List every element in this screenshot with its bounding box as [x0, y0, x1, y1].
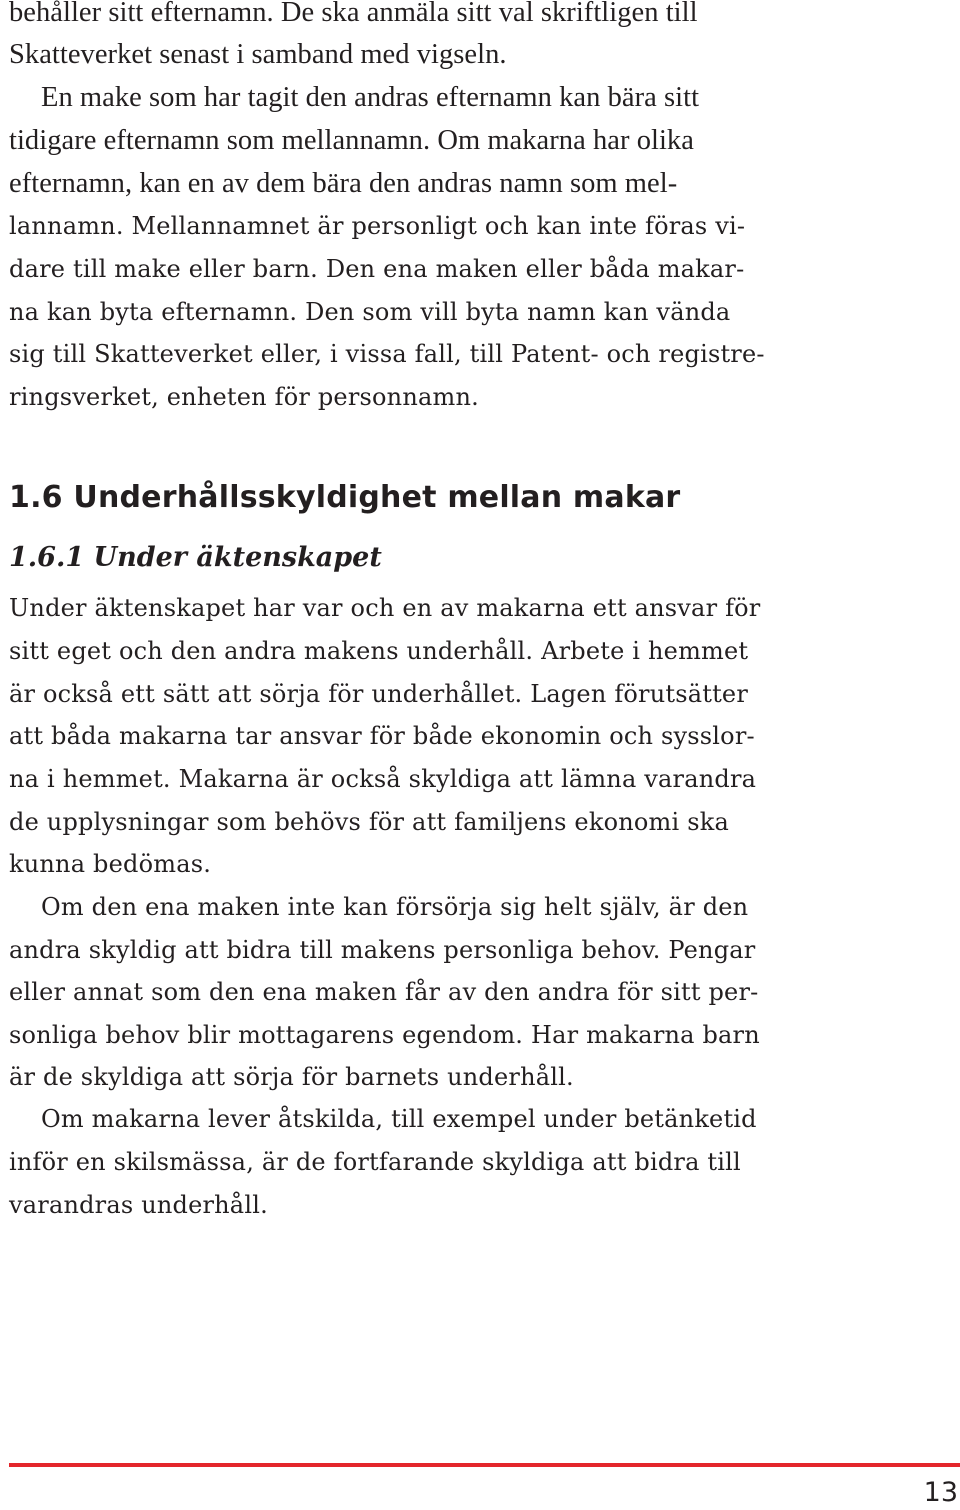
paragraph-line: behåller sitt efternamn. De ska anmäla sitt val skriftligen till: [9, 0, 698, 28]
paragraph-line: efternamn, kan en av dem bära den andras namn som mel-: [9, 168, 678, 199]
paragraph-line: sitt eget och den andra makens underhåll. Arbete i hemmet: [9, 637, 749, 665]
page-number: 13: [923, 1477, 958, 1508]
paragraph-line: varandras underhåll.: [9, 1191, 268, 1219]
paragraph-line: de upplysningar som behövs för att familjens ekonomi ska: [9, 808, 729, 836]
paragraph-line: är de skyldiga att sörja för barnets underhåll.: [9, 1063, 574, 1091]
paragraph-line: inför en skilsmässa, är de fortfarande skyldiga att bidra till: [9, 1148, 741, 1176]
section-heading: 1.6 Underhållsskyldighet mellan makar: [9, 480, 681, 515]
paragraph-line: lannamn. Mellannamnet är personligt och kan inte föras vi-: [9, 212, 746, 240]
paragraph-line: ringsverket, enheten för personnamn.: [9, 383, 479, 411]
paragraph-line: na kan byta efternamn. Den som vill byta namn kan vända: [9, 298, 731, 326]
paragraph-line: En make som har tagit den andras efternamn kan bära sitt: [41, 82, 700, 113]
paragraph-line: sig till Skatteverket eller, i vissa fall, till Patent- och registre-: [9, 340, 765, 368]
paragraph-line: dare till make eller barn. Den ena maken eller båda makar-: [9, 255, 745, 283]
paragraph-line: kunna bedömas.: [9, 850, 212, 878]
subsection-heading: 1.6.1 Under äktenskapet: [9, 542, 382, 573]
footer-rule: [9, 1463, 960, 1467]
paragraph-line: sonliga behov blir mottagarens egendom. Har makarna barn: [9, 1021, 760, 1049]
paragraph-line: Under äktenskapet har var och en av makarna ett ansvar för: [9, 594, 761, 622]
paragraph-line: Om den ena maken inte kan försörja sig helt själv, är den: [41, 893, 749, 921]
paragraph-line: tidigare efternamn som mellannamn. Om makarna har olika: [9, 125, 694, 156]
paragraph-line: är också ett sätt att sörja för underhållet. Lagen förutsätter: [9, 680, 749, 708]
paragraph-line: na i hemmet. Makarna är också skyldiga att lämna varandra: [9, 765, 757, 793]
paragraph-line: andra skyldig att bidra till makens personliga behov. Pengar: [9, 936, 756, 964]
paragraph-line: eller annat som den ena maken får av den andra för sitt per-: [9, 978, 759, 1006]
paragraph-line: Skatteverket senast i samband med vigseln.: [9, 39, 507, 70]
paragraph-line: att båda makarna tar ansvar för både ekonomin och sysslor-: [9, 722, 755, 750]
paragraph-line: Om makarna lever åtskilda, till exempel under betänketid: [41, 1105, 757, 1133]
